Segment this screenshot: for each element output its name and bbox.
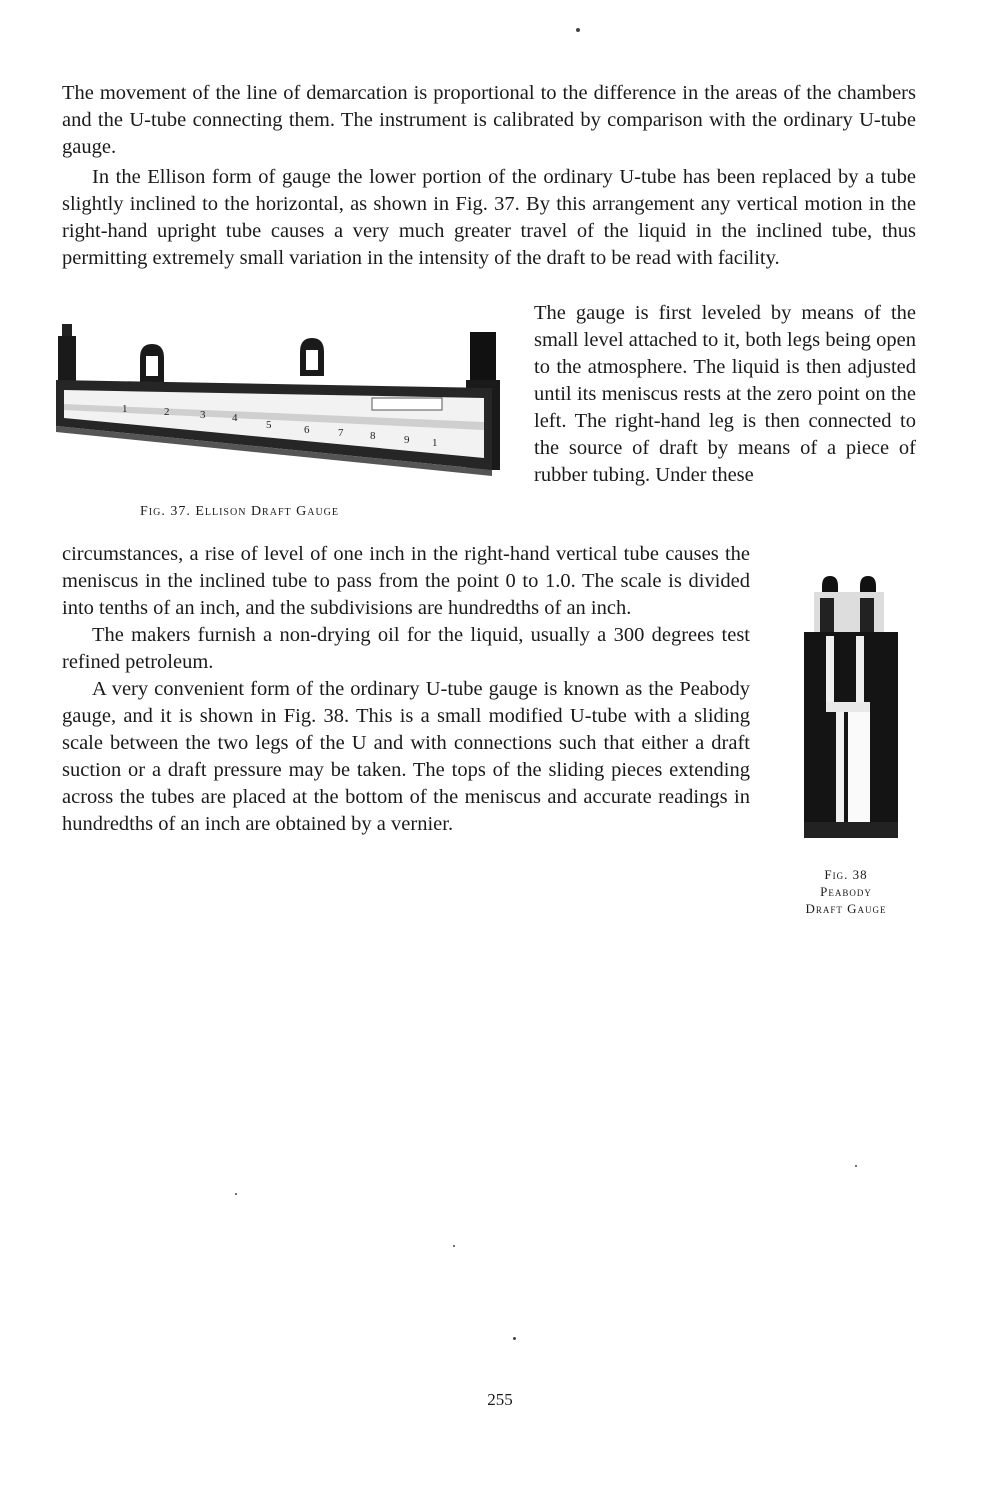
figure-38-caption-title: Draft Gauge <box>805 901 887 916</box>
peabody-gauge-figure <box>800 572 908 842</box>
paragraph-oil: The makers furnish a non-drying oil for the liquid, usually a 300 degrees test refined petroleum. <box>62 624 750 673</box>
scale-number: 1 <box>432 437 438 449</box>
figure-38-caption-name: Peabody <box>820 884 872 899</box>
scale-number: 6 <box>304 424 310 436</box>
scale-number: 3 <box>200 409 206 421</box>
ellison-gauge-illustration <box>52 318 514 480</box>
paragraph-peabody: A very convenient form of the ordinary U-tube gauge is known as the Peabody gauge, and it is shown in Fig. 38. This is a small modified U-tube with a sliding scale between the two legs of the U and with connections such that either a draft suction or a draft pressure may be taken. The tops of the sliding pieces extending across the tubes are placed at the bottom of the meniscus and accurate readings in hundredths of an inch are obtained by a vernier. <box>62 678 750 835</box>
page-number: 255 <box>487 1390 513 1409</box>
paragraph-demarcation: The movement of the line of demarcation is proportional to the difference in the areas of the chambers and the U-tube connecting them. The instrument is calibrated by comparison with the ordinary U-tube gauge. <box>62 82 916 158</box>
figure-37-caption: Fig. 37. Ellison Draft Gauge <box>140 504 339 519</box>
scan-speck <box>513 1337 516 1340</box>
scale-number: 4 <box>232 412 238 424</box>
scale-number: 1 <box>122 403 128 415</box>
paragraph-rise-of-level: circumstances, a rise of level of one inch in the right-hand vertical tube causes the meniscus in the inclined tube to pass from the point 0 to 1.0. The scale is divided into tenths of an inch, and the subdivisions are hundredths of an inch. <box>62 543 750 619</box>
paragraph-ellison: In the Ellison form of gauge the lower portion of the ordinary U-tube has been replaced by a tube slightly inclined to the horizontal, as shown in Fig. 37. By this arrangement any vertical motion in the right-hand upright tube causes a very much greater travel of the liquid in the inclined tube, thus permitting extremely small variation in the intensity of the draft to be read with facility. <box>62 166 916 269</box>
scan-speck <box>453 1245 455 1247</box>
scan-speck <box>855 1165 857 1167</box>
scale-number: 7 <box>338 427 344 439</box>
peabody-gauge-illustration <box>800 572 908 842</box>
scale-number: 9 <box>404 434 410 446</box>
scale-number: 5 <box>266 419 272 431</box>
ellison-gauge-figure <box>52 318 514 480</box>
scale-number: 8 <box>370 430 376 442</box>
figure-38-caption-number: Fig. 38 <box>824 867 868 882</box>
scan-speck <box>576 28 580 32</box>
scan-speck <box>235 1193 237 1195</box>
mid-column <box>62 541 750 838</box>
figure-38-caption <box>776 866 916 917</box>
scale-number: 2 <box>164 406 170 418</box>
paragraph-leveling: The gauge is first leveled by means of the small level attached to it, both legs being open to the atmosphere. The liquid is then adjusted until its meniscus rests at the zero point on the left. The right-hand leg is then connected to the source of draft by means of a piece of rubber tubing. Under these <box>534 302 916 486</box>
